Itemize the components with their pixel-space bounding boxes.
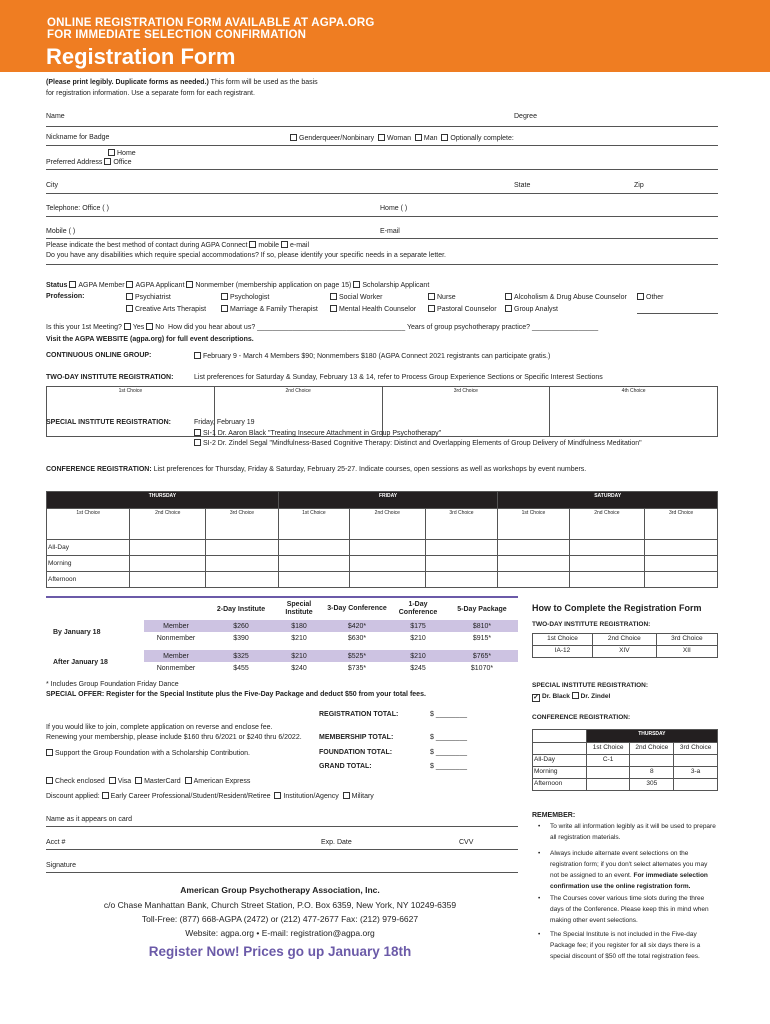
conf-cell[interactable]: [278, 556, 349, 572]
conf-cell[interactable]: [206, 572, 279, 588]
prof-psychologist-label: Psychologist: [230, 294, 270, 301]
prof-group-analyst-label: Group Analyst: [514, 306, 558, 313]
gender-woman-label: Woman: [387, 135, 411, 142]
continuous-text: February 9 - March 4 Members $90; Nonmembers $180 (AGPA Connect 2021 registrants can participate gratis.): [203, 353, 551, 360]
howto-conference-table: [532, 729, 718, 791]
membership-total-field[interactable]: $ ________: [430, 734, 467, 741]
prof-other-checkbox[interactable]: [637, 293, 644, 300]
si2-checkbox[interactable]: [194, 439, 201, 446]
discount-early-career-checkbox[interactable]: [102, 792, 109, 799]
name-on-card-label: Name as it appears on card: [46, 816, 132, 823]
tel-office-label: Telephone: Office ( ): [46, 205, 109, 212]
conf-cell[interactable]: [130, 572, 206, 588]
grand-total-field[interactable]: $ ________: [430, 763, 467, 770]
howto-title: How to Complete the Registration Form: [532, 603, 702, 613]
prof-creative-arts: [126, 305, 206, 313]
continuous-option: [194, 352, 550, 360]
home-address-label: Home: [117, 150, 136, 157]
two-day-choice-1[interactable]: 1st Choice: [47, 387, 215, 437]
office-address-label: Office: [113, 159, 132, 166]
price-head-2day: 2-Day Institute: [216, 605, 266, 613]
discount-institution-label: Institution/Agency: [283, 793, 339, 800]
acct-label: Acct #: [46, 839, 66, 846]
prof-psychologist: [221, 293, 269, 301]
prof-nurse-checkbox[interactable]: [428, 293, 435, 300]
howto-afternoon-2: 305: [630, 779, 674, 791]
conf-cell[interactable]: [278, 572, 349, 588]
prof-pastoral-checkbox[interactable]: [428, 305, 435, 312]
conf-fri-choice-2[interactable]: 2nd Choice: [349, 509, 425, 540]
conf-cell[interactable]: [569, 540, 645, 556]
si1-checkbox[interactable]: [194, 429, 201, 436]
price-value: $390: [233, 634, 249, 642]
pay-amex-checkbox[interactable]: [185, 777, 192, 784]
price-value: $810*: [472, 622, 492, 630]
howto-conf-choice-1: 1st Choice: [586, 743, 630, 755]
foundation-support-checkbox[interactable]: [46, 749, 53, 756]
prof-other-line[interactable]: [637, 313, 718, 314]
special-label: SPECIAL INSTITUTE REGISTRATION:: [46, 419, 171, 426]
discount-row: [46, 792, 374, 800]
name-on-card-line[interactable]: [46, 826, 518, 827]
conference-row: [46, 466, 586, 473]
gender-optional-checkbox[interactable]: [441, 134, 448, 141]
pay-check-label: Check enclosed: [55, 778, 105, 785]
howto-morning-2: 8: [630, 767, 674, 779]
home-address-checkbox[interactable]: [108, 149, 115, 156]
price-value: $240: [291, 664, 307, 672]
price-value: $210: [410, 634, 426, 642]
bullet-3-text: • The Courses cover various time slots during the three days of the Conference. Please keep this in mind when making other event selections.: [550, 895, 709, 924]
conf-cell[interactable]: [130, 540, 206, 556]
howto-dr-zindel: Dr. Zindel: [580, 693, 611, 700]
special-si2: [194, 439, 642, 447]
howto-conf-choice-2: 2nd Choice: [630, 743, 674, 755]
price-value: $180: [291, 622, 307, 630]
howto-row-afternoon: Afternoon: [533, 779, 587, 791]
price-note: * Includes Group Foundation Friday Dance: [46, 681, 179, 688]
conf-cell[interactable]: [569, 572, 645, 588]
header-banner: [0, 0, 770, 72]
si1-label: SI-1 Dr. Aaron Black "Treating Insecure Attachment in Group Psychotherapy": [203, 430, 442, 437]
price-value: $915*: [472, 634, 492, 642]
price-value: $325: [233, 652, 249, 660]
footer-address: c/o Chase Manhattan Bank, Church Street Station, P.O. Box 6359, New York, NY 10249-6359: [103, 900, 457, 910]
office-address-checkbox[interactable]: [104, 158, 111, 165]
conf-row-afternoon: Afternoon: [47, 572, 130, 588]
prof-mental-health: [330, 305, 416, 313]
nickname-line[interactable]: [46, 145, 718, 146]
page-title: Registration Form: [46, 44, 236, 69]
first-meeting-no-label: No: [155, 324, 165, 331]
footer-web: Website: agpa.org • E-mail: registration@agpa.org: [185, 928, 375, 938]
conf-cell[interactable]: [569, 556, 645, 572]
conf-row-morning: Morning: [47, 556, 130, 572]
special-offer: SPECIAL OFFER: Register for the Special Institute plus the Five-Day Package and deduct $50 from your total fees.: [46, 691, 426, 698]
degree-label: Degree: [514, 113, 537, 120]
email-label: E-mail: [380, 228, 400, 235]
special-date: Friday, February 19: [194, 419, 255, 426]
price-by-jan: By January 18: [46, 620, 144, 644]
bullet-4-text: • The Special Institute is not included in the Five-day Package fee; if you register for all six days there is a special discount of $50 off the total registration fees.: [550, 931, 701, 960]
continuous-label: CONTINUOUS ONLINE GROUP:: [46, 352, 152, 359]
howto-special-options: [532, 692, 610, 702]
prof-marriage-family-label: Marriage & Family Therapist: [230, 306, 318, 313]
disabilities-text: Do you have any disabilities which require special accommodations? If so, please identify your specific needs in a separate letter.: [46, 252, 446, 259]
price-type: Member: [163, 622, 189, 630]
registration-total-label: REGISTRATION TOTAL:: [319, 711, 399, 718]
first-meeting-label: Is this your 1st Meeting?: [46, 324, 122, 331]
payment-methods: [46, 777, 250, 785]
city-label: City: [46, 182, 59, 189]
price-value: $765*: [472, 652, 492, 660]
header-line-1: ONLINE REGISTRATION FORM AVAILABLE AT AGPA.ORG: [47, 17, 375, 29]
acct-line[interactable]: [46, 849, 518, 850]
registration-total-field[interactable]: $ ________: [430, 711, 467, 718]
prof-creative-arts-checkbox[interactable]: [126, 305, 133, 312]
conf-cell[interactable]: [645, 572, 718, 588]
profession-label: Profession:: [46, 293, 85, 300]
mobile-line[interactable]: [46, 238, 718, 239]
howto-row-allday: All-Day: [533, 755, 587, 767]
bullet-1-text: • To write all information legibly as it will be used to prepare all registration materials.: [550, 823, 716, 841]
grand-total-label: GRAND TOTAL:: [319, 763, 372, 770]
howto-sample-3: XII: [656, 646, 717, 658]
price-value: $735*: [347, 664, 367, 672]
price-value: $210: [291, 634, 307, 642]
conf-cell[interactable]: [498, 556, 569, 572]
price-type: Nonmember: [156, 634, 196, 642]
status-label: Status: [46, 282, 68, 289]
cvv-label: CVV: [459, 839, 474, 846]
intro-text-2: for registration information. Use a separate form for each registrant.: [46, 90, 255, 97]
name-label: Name: [46, 113, 65, 120]
signature-label: Signature: [46, 862, 76, 869]
visit-website: Visit the AGPA WEBSITE (agpa.org) for full event descriptions.: [46, 336, 254, 343]
conf-thu-choice-2[interactable]: 2nd Choice: [130, 509, 206, 540]
two-day-choice-4[interactable]: 4th Choice: [550, 387, 718, 437]
status-scholarship-checkbox[interactable]: [353, 281, 360, 288]
howto-sample-1: IA-12: [533, 646, 593, 658]
price-head-5day: 5-Day Package: [457, 605, 507, 613]
contact-method-text: Please indicate the best method of contact during AGPA Connect: [46, 242, 248, 249]
price-value: $210: [291, 652, 307, 660]
howto-zindel-checkbox: [572, 692, 579, 699]
price-value: $210: [410, 652, 426, 660]
prof-psychiatrist-label: Psychiatrist: [135, 294, 171, 301]
howto-black-checked-icon: ✓: [533, 694, 539, 701]
howto-thursday-header: THURSDAY: [586, 730, 717, 743]
discount-early-career-label: Early Career Professional/Student/Resident/Retiree: [110, 793, 271, 800]
status-member-label: AGPA Member: [78, 282, 125, 289]
prof-marriage-family: [221, 305, 318, 313]
howto-choice-3: 3rd Choice: [656, 634, 717, 646]
conf-sat-choice-3[interactable]: 3rd Choice: [645, 509, 718, 540]
foundation-support: [46, 749, 250, 757]
prof-mental-health-label: Mental Health Counselor: [339, 306, 417, 313]
conf-cell[interactable]: [349, 556, 425, 572]
home-phone-label: Home ( ): [380, 205, 408, 212]
price-value: $245: [410, 664, 426, 672]
gender-man-checkbox[interactable]: [415, 134, 422, 141]
status-row: [46, 281, 429, 289]
remember-bullet-3: [538, 893, 718, 926]
prof-group-analyst: [505, 305, 558, 313]
price-type: Member: [163, 652, 189, 660]
contact-method: [46, 241, 309, 249]
footer-org: American Group Psychotherapy Association, Inc.: [180, 885, 380, 895]
howto-special-label: SPECIAL INSTITUTE REGISTRATION:: [532, 682, 649, 689]
price-type: Nonmember: [156, 664, 196, 672]
pay-check-checkbox[interactable]: [46, 777, 53, 784]
conf-cell[interactable]: [206, 556, 279, 572]
discount-label: Discount applied:: [46, 793, 100, 800]
mobile-label: Mobile ( ): [46, 228, 76, 235]
gender-man-label: Man: [423, 135, 438, 142]
conference-label: CONFERENCE REGISTRATION:: [46, 466, 152, 473]
intro-bold: (Please print legibly. Duplicate forms as needed.): [46, 79, 209, 86]
prof-social-worker-checkbox[interactable]: [330, 293, 337, 300]
price-value: $1070*: [470, 664, 494, 672]
gender-genderqueer-checkbox[interactable]: [290, 134, 297, 141]
intro-text-1: This form will be used as the basis: [208, 79, 318, 86]
howto-conference-label: CONFERENCE REGISTRATION:: [532, 714, 631, 721]
foundation-total-field[interactable]: $ ________: [430, 749, 467, 756]
conf-saturday-header: SATURDAY: [498, 492, 718, 509]
conf-cell[interactable]: [645, 540, 718, 556]
contact-mobile-checkbox[interactable]: [249, 241, 256, 248]
first-meeting-no-checkbox[interactable]: [146, 323, 153, 330]
gender-options: [290, 134, 514, 142]
si2-label: SI-2 Dr. Zindel Segal "Mindfulness-Based Cognitive Therapy: Distinct and Overlapping Elements of Group Delivery of Mindfulness Meditation": [203, 440, 642, 447]
bullet-2-text-b: For immediate selection confirmation use the online registration form.: [550, 872, 708, 890]
years-practice-label: Years of group psychotherapy practice? _________________: [406, 324, 599, 331]
city-line[interactable]: [46, 193, 718, 194]
gender-genderqueer-label: Genderqueer/Nonbinary: [299, 135, 375, 142]
name-line[interactable]: [46, 126, 718, 127]
intro-text: [46, 79, 318, 86]
contact-mobile-label: mobile: [258, 242, 280, 249]
pay-visa-label: Visa: [117, 778, 132, 785]
remember-bullet-2: [538, 848, 718, 892]
price-value: $630*: [347, 634, 367, 642]
status-member-checkbox[interactable]: [69, 281, 76, 288]
conf-cell[interactable]: [425, 572, 498, 588]
howto-sample-2: XIV: [592, 646, 656, 658]
conference-text: List preferences for Thursday, Friday & Saturday, February 25-27. Indicate courses, open sessions as well as workshops by event numbers.: [151, 466, 587, 473]
prof-other-label: Other: [646, 294, 664, 301]
gender-woman-checkbox[interactable]: [378, 134, 385, 141]
howto-morning-3: 3-a: [674, 767, 718, 779]
conf-thu-choice-1[interactable]: 1st Choice: [47, 509, 130, 540]
price-head-special: Special Institute: [285, 601, 313, 616]
remember-label: REMEMBER:: [532, 812, 576, 819]
prof-psychiatrist-checkbox[interactable]: [126, 293, 133, 300]
foundation-total-label: FOUNDATION TOTAL:: [319, 749, 393, 756]
bullet-2-text-a: Always include alternate event selections on the registration form; if you don't select alternates you may not be assigned to an event.: [550, 850, 708, 879]
two-day-choice-3[interactable]: 3rd Choice: [382, 387, 550, 437]
price-head-3day: 3-Day Conference: [327, 605, 387, 612]
exp-label: Exp. Date: [321, 839, 352, 846]
howto-row-morning: Morning: [533, 767, 587, 779]
conf-sat-choice-2[interactable]: 2nd Choice: [569, 509, 645, 540]
telephone-line[interactable]: [46, 216, 718, 217]
two-day-text: List preferences for Saturday & Sunday, February 13 & 14, refer to Process Group Experience Sections or Specific Interest Sections: [194, 374, 603, 381]
discount-military-label: Military: [351, 793, 374, 800]
special-si1: [194, 429, 441, 437]
contact-email-checkbox[interactable]: [281, 241, 288, 248]
price-value: $175: [410, 622, 426, 630]
conf-cell[interactable]: [498, 540, 569, 556]
price-value: $455: [233, 664, 249, 672]
conf-cell[interactable]: [498, 572, 569, 588]
howto-dr-black: Dr. Black: [542, 693, 570, 700]
price-head-1day: 1-Day Conference: [398, 601, 438, 616]
remember-bullet-1: [538, 821, 718, 843]
zip-label: Zip: [634, 182, 644, 189]
bullet-2-text: [538, 848, 718, 892]
renew-text: Renewing your membership, please include $160 thru 6/2021 or $240 thru 6/2022.: [46, 734, 302, 741]
price-value: $260: [233, 622, 249, 630]
discount-institution-checkbox[interactable]: [274, 792, 281, 799]
howto-choice-1: 1st Choice: [533, 634, 593, 646]
prof-alcoholism-label: Alcoholism & Drug Abuse Counselor: [514, 294, 627, 301]
state-label: State: [514, 182, 531, 189]
prof-group-analyst-checkbox[interactable]: [505, 305, 512, 312]
price-after-jan: After January 18: [46, 650, 144, 674]
two-day-choice-2[interactable]: 2nd Choice: [214, 387, 382, 437]
prof-creative-arts-label: Creative Arts Therapist: [135, 306, 207, 313]
footer-cta: Register Now! Prices go up January 18th: [148, 944, 412, 959]
conf-cell[interactable]: [349, 540, 425, 556]
conf-cell[interactable]: [206, 540, 279, 556]
conf-thu-choice-3[interactable]: 3rd Choice: [206, 509, 279, 540]
howto-two-day-label: TWO-DAY INSTITUTE REGISTRATION:: [532, 621, 651, 628]
conf-fri-choice-1[interactable]: 1st Choice: [278, 509, 349, 540]
first-meeting-yes-label: Yes: [132, 324, 145, 331]
howto-conf-choice-3: 3rd Choice: [674, 743, 718, 755]
price-value: $420*: [347, 622, 367, 630]
header-line-2: FOR IMMEDIATE SELECTION CONFIRMATION: [47, 29, 307, 41]
prof-nurse-label: Nurse: [437, 294, 456, 301]
conf-row-allday: All-Day: [47, 540, 130, 556]
prof-social-worker: [330, 293, 382, 301]
pay-mastercard-checkbox[interactable]: [135, 777, 142, 784]
pay-visa-checkbox[interactable]: [109, 777, 116, 784]
first-meeting-yes-checkbox[interactable]: [124, 323, 131, 330]
preferred-address-text: Preferred Address: [46, 159, 103, 166]
remember-bullet-4: [538, 929, 718, 962]
prof-pastoral: [428, 305, 497, 313]
discount-military-checkbox[interactable]: [343, 792, 350, 799]
howto-two-day-table: [532, 633, 718, 658]
prof-marriage-family-checkbox[interactable]: [221, 305, 228, 312]
meeting-row: [46, 323, 598, 331]
preferred-address-label: [46, 158, 132, 166]
price-value: $525*: [347, 652, 367, 660]
conf-cell[interactable]: [130, 556, 206, 572]
prof-psychologist-checkbox[interactable]: [221, 293, 228, 300]
foundation-support-label: Support the Group Foundation with a Scholarship Contribution.: [55, 750, 250, 757]
conf-cell[interactable]: [278, 540, 349, 556]
contact-email-label: e-mail: [289, 242, 310, 249]
pay-amex-label: American Express: [193, 778, 251, 785]
status-nonmember-label: Nonmember (membership application on page 15): [195, 282, 352, 289]
how-heard-label: How did you hear about us? ______________________________________: [168, 324, 406, 331]
prof-pastoral-label: Pastoral Counselor: [437, 306, 497, 313]
prof-mental-health-checkbox[interactable]: [330, 305, 337, 312]
conf-thursday-header: THURSDAY: [47, 492, 279, 509]
conf-cell[interactable]: [425, 556, 498, 572]
conf-fri-choice-3[interactable]: 3rd Choice: [425, 509, 498, 540]
status-nonmember-checkbox[interactable]: [186, 281, 193, 288]
gender-optional-label: Optionally complete:: [450, 135, 514, 142]
prof-alcoholism-checkbox[interactable]: [505, 293, 512, 300]
signature-line[interactable]: [46, 872, 518, 873]
prof-social-worker-label: Social Worker: [339, 294, 383, 301]
join-text: If you would like to join, complete application on reverse and enclose fee.: [46, 724, 273, 731]
howto-choice-2: 2nd Choice: [592, 634, 656, 646]
pay-mastercard-label: MasterCard: [144, 778, 181, 785]
footer-phone: Toll-Free: (877) 668-AGPA (2472) or (212) 477-2677 Fax: (212) 979-6627: [141, 914, 419, 924]
prof-nurse: [428, 293, 456, 301]
conf-friday-header: FRIDAY: [278, 492, 498, 509]
address-line[interactable]: [46, 169, 718, 170]
two-day-label: TWO-DAY INSTITUTE REGISTRATION:: [46, 374, 174, 381]
status-scholarship-label: Scholarship Applicant: [362, 282, 430, 289]
conf-sat-choice-1[interactable]: 1st Choice: [498, 509, 569, 540]
continuous-checkbox[interactable]: [194, 352, 201, 359]
prof-other: [637, 293, 664, 301]
conf-cell[interactable]: [645, 556, 718, 572]
price-table: [46, 598, 518, 674]
howto-allday-1: C-1: [586, 755, 630, 767]
nickname-label: Nickname for Badge: [46, 134, 110, 141]
prof-psychiatrist: [126, 293, 171, 301]
disabilities-line[interactable]: [46, 264, 718, 265]
home-address-option: [108, 149, 136, 157]
status-applicant-checkbox[interactable]: [126, 281, 133, 288]
prof-alcoholism: [505, 293, 627, 301]
conf-cell[interactable]: [349, 572, 425, 588]
status-applicant-label: AGPA Applicant: [135, 282, 185, 289]
membership-total-label: MEMBERSHIP TOTAL:: [319, 734, 394, 741]
conference-table: [46, 491, 718, 588]
conf-cell[interactable]: [425, 540, 498, 556]
